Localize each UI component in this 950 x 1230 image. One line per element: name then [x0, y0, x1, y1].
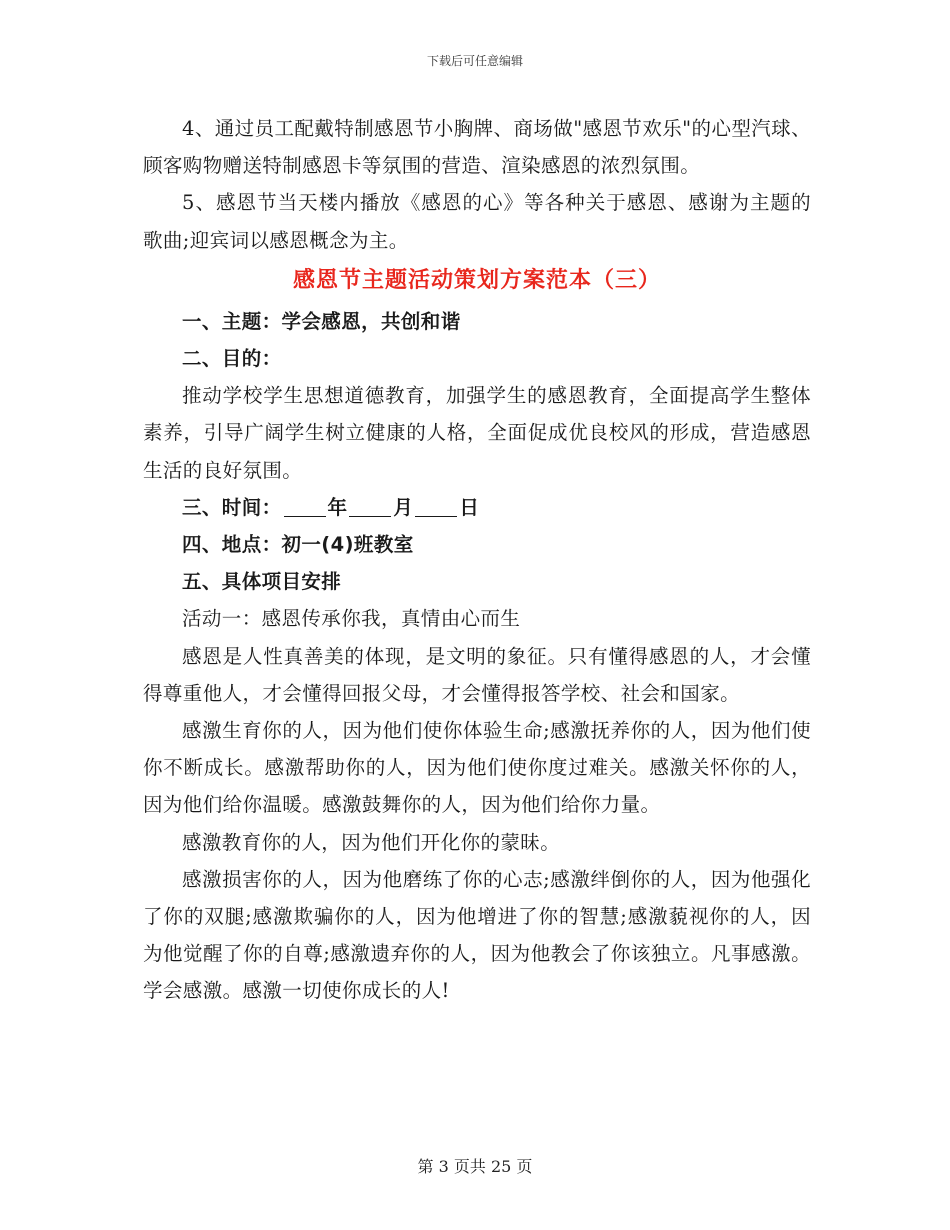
- paragraph-gratitude-c: 感激教育你的人，因为他们开化你的蒙昧。: [182, 830, 561, 854]
- paragraph-purpose: 推动学校学生思想道德教育，加强学生的感恩教育，全面提高学生整体素养，引导广阔学生树立健康的人格，全面促成优良校风的形成，营造感恩生活的良好氛围。: [143, 384, 811, 482]
- time-year: 年: [327, 495, 348, 519]
- page-header: 下载后可任意编辑: [426, 54, 523, 68]
- paragraph-item-4: 4、通过员工配戴特制感恩节小胸牌、商场做"感恩节欢乐"的心型汽球、顾客购物赠送特制感恩卡等氛围的营造、渲染感恩的浓烈氛围。: [143, 117, 811, 178]
- time-month: 月: [393, 495, 414, 519]
- time-day: 日: [459, 495, 480, 519]
- heading-time: [143, 489, 811, 526]
- activity-one-title: 活动一：感恩传承你我，真情由心而生: [182, 607, 521, 631]
- page-footer: 第 3 页共 25 页: [417, 1157, 533, 1176]
- paragraph-gratitude-d: 感激损害你的人，因为他磨练了你的心志;感激绊倒你的人，因为他强化了你的双腿;感激欺骗你的人，因为他增进了你的智慧;感激藐视你的人，因为他觉醒了你的自尊;感激遗弃你的人，因为他教会了你该独立。凡事感激。学会感激。感激一切使你成长的人!: [143, 867, 811, 1003]
- blank-month: [349, 498, 391, 517]
- heading-purpose: 二、目的：: [182, 347, 282, 371]
- paragraph-gratitude-b: 感激生育你的人，因为他们使你体验生命;感激抚养你的人，因为他们使你不断成长。感激帮助你的人，因为他们使你度过难关。感激关怀你的人，因为他们给你温暖。感激鼓舞你的人，因为他们给你力量。: [143, 719, 811, 817]
- blank-day: [415, 498, 457, 517]
- section-title: 感恩节主题活动策划方案范本（三）: [292, 267, 661, 293]
- time-label: 三、时间：: [182, 495, 282, 519]
- document-body: [143, 110, 811, 1010]
- paragraph-item-5: 5、感恩节当天楼内播放《感恩的心》等各种关于感恩、感谢为主题的歌曲;迎宾词以感恩概念为主。: [143, 191, 811, 252]
- heading-schedule: 五、具体项目安排: [182, 570, 342, 594]
- heading-theme: 一、主题：学会感恩，共创和谐: [182, 309, 461, 333]
- blank-year: [284, 498, 326, 517]
- heading-location: 四、地点：初一(4)班教室: [182, 533, 414, 557]
- paragraph-gratitude-a: 感恩是人性真善美的体现，是文明的象征。只有懂得感恩的人，才会懂得尊重他人，才会懂得回报父母，才会懂得报答学校、社会和国家。: [143, 644, 811, 705]
